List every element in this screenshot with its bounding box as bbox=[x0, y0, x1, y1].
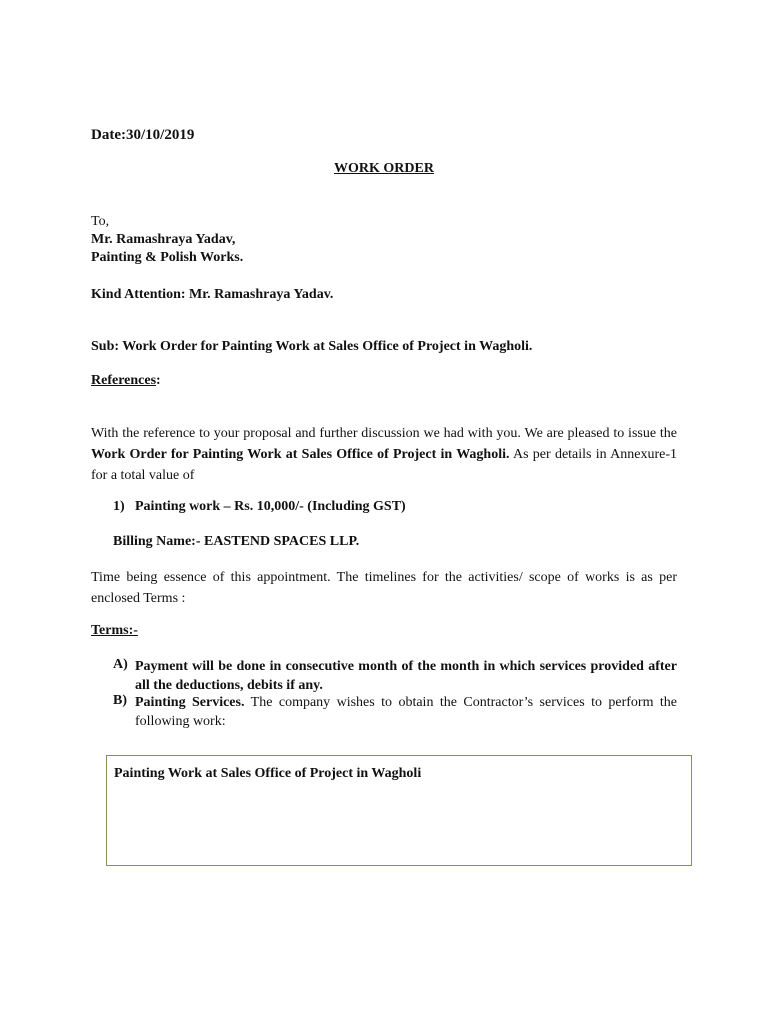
terms-heading: Terms:- bbox=[91, 623, 138, 638]
term-item-b bbox=[113, 693, 677, 731]
recipient-name: Mr. Ramashraya Yadav, bbox=[91, 232, 236, 247]
list-item bbox=[113, 499, 406, 515]
billing-name: Billing Name:- EASTEND SPACES LLP. bbox=[113, 534, 360, 549]
intro-text-a: With the reference to your proposal and further discussion we had with you. We are pleased to issue the bbox=[91, 426, 677, 441]
work-description-text: Painting Work at Sales Office of Project in Wagholi bbox=[114, 766, 422, 781]
term-bold-text: Payment will be done in consecutive month of the month in which services provided after all the deductions, debits if any. bbox=[135, 659, 677, 693]
term-letter: B) bbox=[113, 693, 127, 708]
recipient-company: Painting & Polish Works. bbox=[91, 250, 244, 265]
work-description-box bbox=[106, 755, 692, 866]
term-text: The company wishes to obtain the Contractor’s services to perform the following work: bbox=[135, 695, 678, 729]
references-heading bbox=[91, 373, 161, 389]
date-line: Date:30/10/2019 bbox=[91, 127, 195, 143]
timeline-paragraph: Time being essence of this appointment. The timelines for the activities/ scope of works is as per enclosed Terms : bbox=[91, 570, 677, 606]
subject-line: Sub: Work Order for Painting Work at Sales Office of Project in Wagholi. bbox=[91, 339, 533, 354]
list-item-text: Painting work – Rs. 10,000/- (Including GST) bbox=[135, 499, 406, 514]
recipient-to: To, bbox=[91, 214, 110, 229]
references-colon: : bbox=[156, 373, 161, 388]
intro-paragraph bbox=[91, 423, 677, 486]
term-item-a bbox=[113, 657, 677, 695]
list-item-number: 1) bbox=[113, 499, 125, 514]
term-letter: A) bbox=[113, 657, 128, 672]
intro-text-b: As per details in Annexure-1 for a total value of bbox=[91, 447, 677, 483]
kind-attention: Kind Attention: Mr. Ramashraya Yadav. bbox=[91, 287, 334, 302]
references-label: References bbox=[91, 373, 157, 388]
term-bold-text: Painting Services. bbox=[135, 695, 245, 710]
intro-text-bold: Work Order for Painting Work at Sales Office of Project in Wagholi. bbox=[91, 447, 510, 462]
document-heading: WORK ORDER bbox=[334, 161, 434, 176]
